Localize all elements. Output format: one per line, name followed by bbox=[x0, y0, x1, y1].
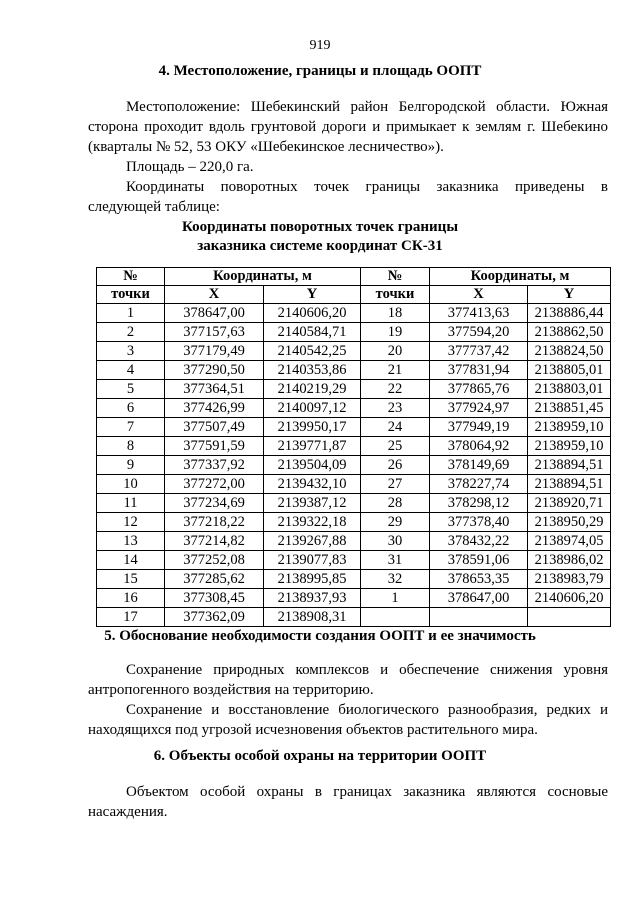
cell-point-no: 9 bbox=[97, 456, 165, 475]
cell-point-no-2: 30 bbox=[361, 532, 430, 551]
cell-y: 2140542,25 bbox=[264, 342, 361, 361]
table-caption-line-2: заказника системе координат СК-31 bbox=[197, 238, 443, 254]
cell-y: 2140097,12 bbox=[264, 399, 361, 418]
cell-x: 377179,49 bbox=[165, 342, 264, 361]
header-x-2: X bbox=[430, 286, 528, 304]
table-row bbox=[97, 513, 611, 532]
section-4-text bbox=[88, 97, 608, 217]
cell-x: 377364,51 bbox=[165, 380, 264, 399]
cell-y: 2139504,09 bbox=[264, 456, 361, 475]
cell-point-no-2: 31 bbox=[361, 551, 430, 570]
cell-point-no: 4 bbox=[97, 361, 165, 380]
section-6-p1-line-2: насаждения. bbox=[88, 804, 168, 820]
cell-x-2: 377737,42 bbox=[430, 342, 528, 361]
cell-point-no: 1 bbox=[97, 304, 165, 323]
header-coordinates: Координаты, м bbox=[165, 268, 361, 286]
section-5-p2-line-2: находящихся под угрозой исчезновения объектов растительного мира. bbox=[88, 722, 538, 738]
table-row bbox=[97, 570, 611, 589]
cell-point-no: 8 bbox=[97, 437, 165, 456]
table-row bbox=[97, 304, 611, 323]
cell-x: 377426,99 bbox=[165, 399, 264, 418]
cell-x: 377214,82 bbox=[165, 532, 264, 551]
section-5-text bbox=[88, 660, 608, 740]
location-line-1: Местоположение: Шебекинский район Белгородской области. Южная bbox=[126, 99, 608, 115]
cell-y-2: 2138862,50 bbox=[528, 323, 611, 342]
cell-y-2: 2140606,20 bbox=[528, 589, 611, 608]
cell-y-2: 2138959,10 bbox=[528, 437, 611, 456]
cell-x-2: 378064,92 bbox=[430, 437, 528, 456]
table-row bbox=[97, 418, 611, 437]
cell-x-2: 377831,94 bbox=[430, 361, 528, 380]
cell-x-2: 377378,40 bbox=[430, 513, 528, 532]
header-point-no: № bbox=[97, 268, 165, 286]
cell-x: 377308,45 bbox=[165, 589, 264, 608]
table-row bbox=[97, 551, 611, 570]
cell-x-2: 378647,00 bbox=[430, 589, 528, 608]
cell-x-2: 378653,35 bbox=[430, 570, 528, 589]
cell-point-no: 2 bbox=[97, 323, 165, 342]
table-row bbox=[97, 361, 611, 380]
cell-point-no-2: 29 bbox=[361, 513, 430, 532]
cell-point-no: 7 bbox=[97, 418, 165, 437]
cell-y-2: 2138983,79 bbox=[528, 570, 611, 589]
cell-x-2: 377594,20 bbox=[430, 323, 528, 342]
cell-point-no-2: 23 bbox=[361, 399, 430, 418]
cell-point-no-2: 19 bbox=[361, 323, 430, 342]
header-x: X bbox=[165, 286, 264, 304]
section-5-p1-line-1: Сохранение природных комплексов и обеспечение снижения уровня bbox=[126, 662, 608, 678]
cell-point-no: 10 bbox=[97, 475, 165, 494]
cell-point-no: 12 bbox=[97, 513, 165, 532]
cell-x-2: 377413,63 bbox=[430, 304, 528, 323]
cell-y-2: 2138974,05 bbox=[528, 532, 611, 551]
cell-point-no-2: 18 bbox=[361, 304, 430, 323]
cell-y: 2139387,12 bbox=[264, 494, 361, 513]
cell-y: 2138995,85 bbox=[264, 570, 361, 589]
cell-x-2: 377949,19 bbox=[430, 418, 528, 437]
section-5-p2-line-1: Сохранение и восстановление биологического разнообразия, редких и bbox=[126, 702, 608, 718]
cell-y-2: 2138894,51 bbox=[528, 475, 611, 494]
cell-point-no-2 bbox=[361, 608, 430, 627]
cell-point-no-2: 32 bbox=[361, 570, 430, 589]
coords-intro-line-2: следующей таблице: bbox=[88, 199, 220, 215]
cell-x: 377234,69 bbox=[165, 494, 264, 513]
header-y-2: Y bbox=[528, 286, 611, 304]
header-coordinates-2: Координаты, м bbox=[430, 268, 611, 286]
cell-y: 2138908,31 bbox=[264, 608, 361, 627]
cell-point-no-2: 28 bbox=[361, 494, 430, 513]
cell-x-2: 377865,76 bbox=[430, 380, 528, 399]
cell-x: 377290,50 bbox=[165, 361, 264, 380]
cell-y: 2138937,93 bbox=[264, 589, 361, 608]
cell-y-2: 2138920,71 bbox=[528, 494, 611, 513]
cell-y: 2139267,88 bbox=[264, 532, 361, 551]
table-row bbox=[97, 475, 611, 494]
section-6-p1-line-1: Объектом особой охраны в границах заказника являются сосновые bbox=[126, 784, 608, 800]
cell-point-no: 13 bbox=[97, 532, 165, 551]
cell-point-no-2: 20 bbox=[361, 342, 430, 361]
table-row bbox=[97, 494, 611, 513]
table-row bbox=[97, 532, 611, 551]
cell-y: 2139432,10 bbox=[264, 475, 361, 494]
coords-intro-line-1: Координаты поворотных точек границы заказника приведены в bbox=[126, 179, 608, 195]
cell-y: 2139322,18 bbox=[264, 513, 361, 532]
cell-x-2: 378591,06 bbox=[430, 551, 528, 570]
cell-point-no: 3 bbox=[97, 342, 165, 361]
cell-x: 377252,08 bbox=[165, 551, 264, 570]
cell-y: 2140584,71 bbox=[264, 323, 361, 342]
cell-y: 2139950,17 bbox=[264, 418, 361, 437]
cell-x: 377272,00 bbox=[165, 475, 264, 494]
header-point-label: точки bbox=[97, 286, 165, 304]
header-y: Y bbox=[264, 286, 361, 304]
page-number: 919 bbox=[309, 38, 331, 53]
cell-point-no: 5 bbox=[97, 380, 165, 399]
section-4-heading: 4. Местоположение, границы и площадь ООПТ bbox=[158, 63, 482, 79]
header-point-no-2: № bbox=[361, 268, 430, 286]
cell-x-2 bbox=[430, 608, 528, 627]
cell-point-no-2: 24 bbox=[361, 418, 430, 437]
section-5-heading: 5. Обоснование необходимости создания ООПТ и ее значимость bbox=[104, 628, 536, 644]
cell-x: 377337,92 bbox=[165, 456, 264, 475]
table-caption-line-1: Координаты поворотных точек границы bbox=[181, 219, 459, 235]
cell-y-2: 2138803,01 bbox=[528, 380, 611, 399]
cell-point-no-2: 22 bbox=[361, 380, 430, 399]
cell-x-2: 378227,74 bbox=[430, 475, 528, 494]
cell-x: 377362,09 bbox=[165, 608, 264, 627]
section-5-p1-line-2: антропогенного воздействия на территорию. bbox=[88, 682, 374, 698]
cell-x-2: 378298,12 bbox=[430, 494, 528, 513]
cell-x: 377218,22 bbox=[165, 513, 264, 532]
cell-x: 378647,00 bbox=[165, 304, 264, 323]
cell-y-2: 2138986,02 bbox=[528, 551, 611, 570]
table-row bbox=[97, 437, 611, 456]
table-row bbox=[97, 399, 611, 418]
cell-x: 377507,49 bbox=[165, 418, 264, 437]
table-row bbox=[97, 342, 611, 361]
cell-y: 2139771,87 bbox=[264, 437, 361, 456]
cell-y: 2140353,86 bbox=[264, 361, 361, 380]
cell-x-2: 378432,22 bbox=[430, 532, 528, 551]
cell-point-no-2: 25 bbox=[361, 437, 430, 456]
table-row bbox=[97, 323, 611, 342]
cell-point-no: 15 bbox=[97, 570, 165, 589]
coordinates-table bbox=[96, 267, 611, 627]
cell-x-2: 377924,97 bbox=[430, 399, 528, 418]
cell-y-2: 2138894,51 bbox=[528, 456, 611, 475]
cell-y: 2140606,20 bbox=[264, 304, 361, 323]
table-row bbox=[97, 456, 611, 475]
cell-x-2: 378149,69 bbox=[430, 456, 528, 475]
cell-y-2: 2138959,10 bbox=[528, 418, 611, 437]
cell-point-no: 17 bbox=[97, 608, 165, 627]
cell-y-2: 2138950,29 bbox=[528, 513, 611, 532]
cell-y: 2140219,29 bbox=[264, 380, 361, 399]
section-6-text bbox=[88, 782, 608, 822]
cell-point-no-2: 21 bbox=[361, 361, 430, 380]
cell-point-no: 6 bbox=[97, 399, 165, 418]
cell-y: 2139077,83 bbox=[264, 551, 361, 570]
cell-x: 377157,63 bbox=[165, 323, 264, 342]
table-row bbox=[97, 608, 611, 627]
cell-point-no: 16 bbox=[97, 589, 165, 608]
cell-point-no: 14 bbox=[97, 551, 165, 570]
cell-point-no-2: 1 bbox=[361, 589, 430, 608]
cell-y-2: 2138824,50 bbox=[528, 342, 611, 361]
cell-point-no: 11 bbox=[97, 494, 165, 513]
cell-x: 377285,62 bbox=[165, 570, 264, 589]
cell-y-2: 2138886,44 bbox=[528, 304, 611, 323]
cell-x: 377591,59 bbox=[165, 437, 264, 456]
table-row bbox=[97, 380, 611, 399]
header-point-label-2: точки bbox=[361, 286, 430, 304]
cell-y-2: 2138805,01 bbox=[528, 361, 611, 380]
cell-point-no-2: 26 bbox=[361, 456, 430, 475]
cell-y-2: 2138851,45 bbox=[528, 399, 611, 418]
cell-y-2 bbox=[528, 608, 611, 627]
cell-point-no-2: 27 bbox=[361, 475, 430, 494]
area-text: Площадь – 220,0 га. bbox=[126, 159, 254, 175]
section-6-heading: 6. Объекты особой охраны на территории ООПТ bbox=[153, 748, 487, 764]
location-line-2: сторона проходит вдоль грунтовой дороги и примыкает к землям г. Шебекино bbox=[88, 119, 608, 135]
table-row bbox=[97, 589, 611, 608]
location-line-3: (кварталы № 52, 53 ОКУ «Шебекинское лесничество»). bbox=[88, 139, 444, 155]
